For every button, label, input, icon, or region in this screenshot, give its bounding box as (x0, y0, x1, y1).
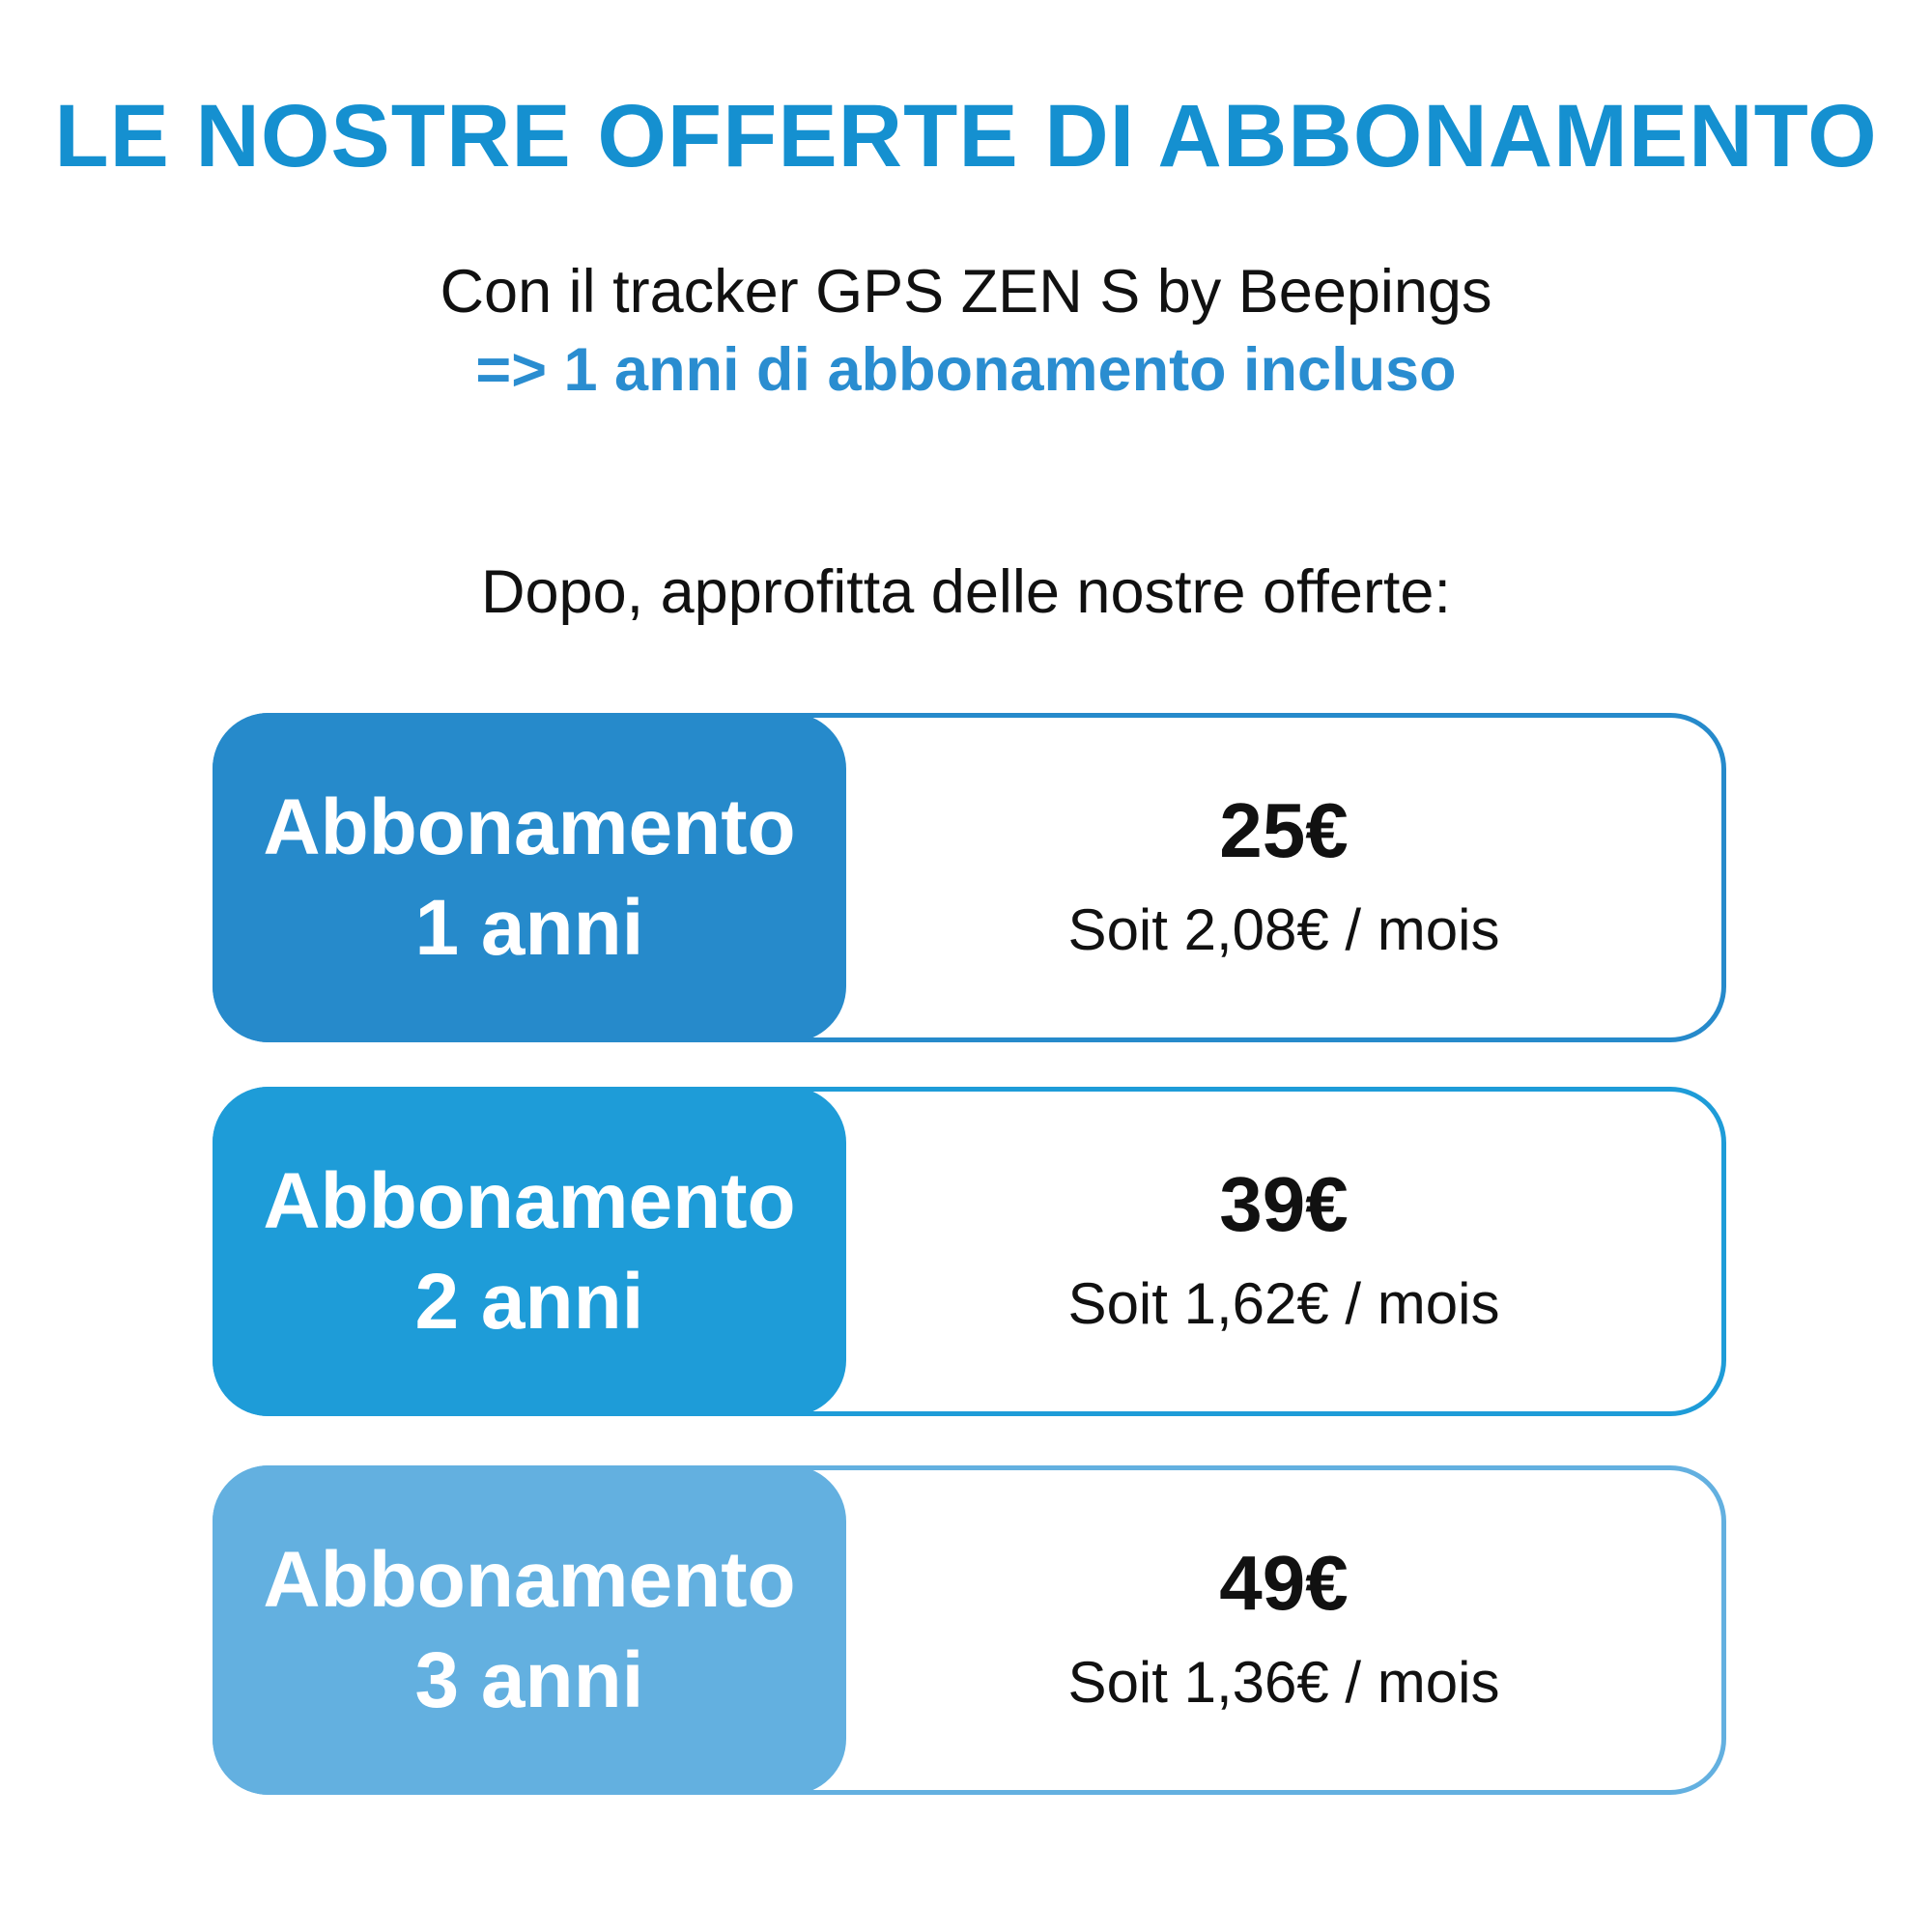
plan-label-box (213, 1087, 846, 1416)
plan-card-1-year[interactable] (213, 713, 1726, 1042)
plan-price-box (846, 718, 1721, 1037)
intro-tracker-text: Con il tracker GPS ZEN S by Beepings (440, 258, 1492, 326)
intro-included-text: => 1 anni di abbonamento incluso (475, 336, 1457, 404)
plan-card-2-years[interactable] (213, 1087, 1726, 1416)
plan-label-box (213, 713, 846, 1042)
plan-monthly-price: Soit 2,08€ / mois (1067, 896, 1500, 962)
plan-card-3-years[interactable] (213, 1465, 1726, 1795)
plan-price-box (846, 1470, 1721, 1790)
plan-price: 25€ (1219, 786, 1349, 873)
plan-monthly-price: Soit 1,36€ / mois (1067, 1649, 1500, 1715)
plan-label-title: Abbonamento (263, 782, 796, 871)
plan-label-duration: 2 anni (414, 1257, 644, 1346)
plan-price-box (846, 1092, 1721, 1411)
plan-label-title: Abbonamento (263, 1535, 796, 1624)
plan-label-duration: 1 anni (414, 883, 644, 972)
plan-label-duration: 3 anni (414, 1635, 644, 1724)
plan-monthly-price: Soit 1,62€ / mois (1067, 1270, 1500, 1336)
page-title: LE NOSTRE OFFERTE DI ABBONAMENTO (54, 87, 1878, 185)
plan-label-title: Abbonamento (263, 1156, 796, 1245)
plan-price: 39€ (1219, 1160, 1349, 1247)
plan-price: 49€ (1219, 1539, 1349, 1626)
plan-label-box (213, 1465, 846, 1795)
intro-offers-text: Dopo, approfitta delle nostre offerte: (481, 558, 1451, 626)
